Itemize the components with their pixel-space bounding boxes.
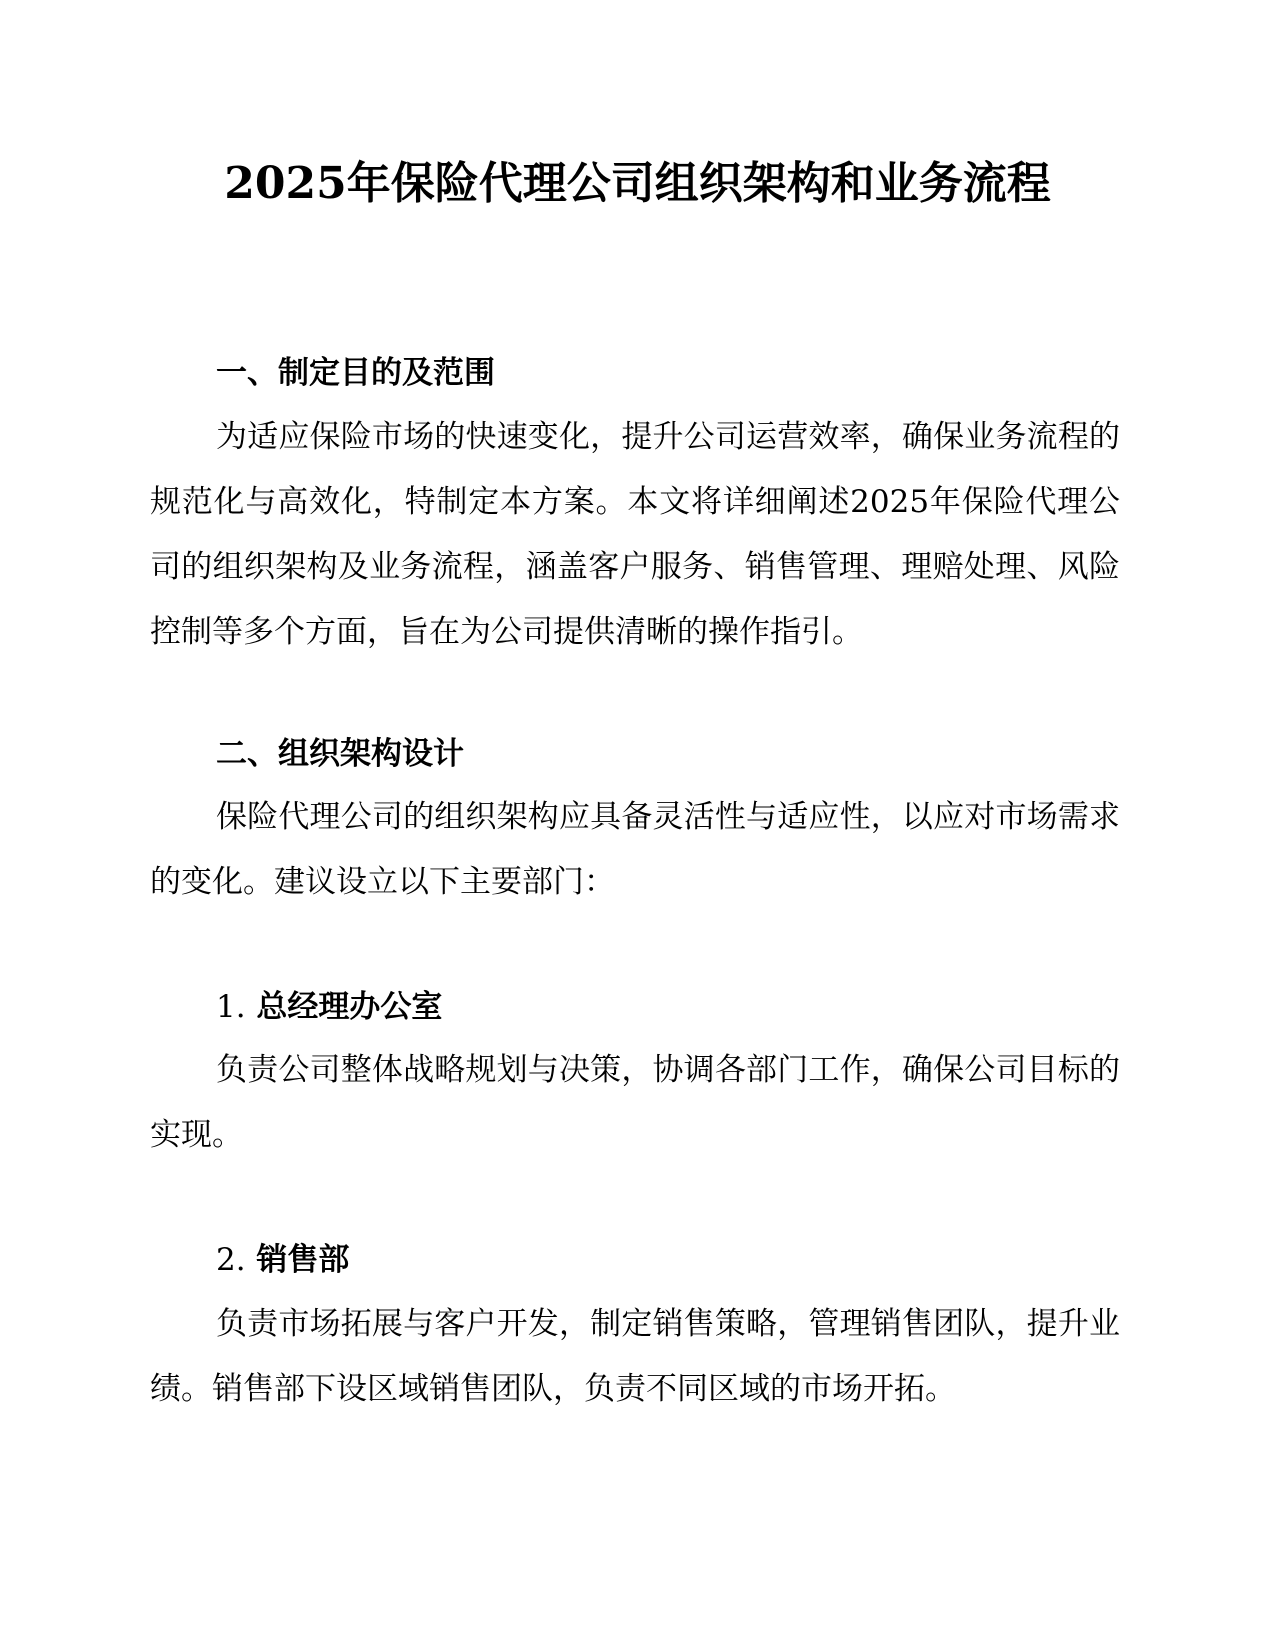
department-name: 总经理办公室 (256, 989, 443, 1025)
department-name: 销售部 (256, 1242, 350, 1278)
section-heading-org-design: 二、组织架构设计 (216, 736, 464, 772)
document-title: 2025年保险代理公司组织架构和业务流程 (224, 158, 1051, 209)
section-paragraph-org-design: 保险代理公司的组织架构应具备灵活性与适应性，以应对市场需求的变化。建议设立以下主要部门： (150, 799, 1120, 900)
department-number: 1. (216, 989, 246, 1025)
department-heading-gm-office (216, 987, 442, 1027)
section-paragraph-purpose: 为适应保险市场的快速变化，提升公司运营效率，确保业务流程的规范化与高效化，特制定本方案。本文将详细阐述2025年保险代理公司的组织架构及业务流程，涵盖客户服务、销售管理、理赔处理、风险控制等多个方面，旨在为公司提供清晰的操作指引。 (150, 419, 1120, 650)
department-heading-sales (216, 1240, 349, 1280)
department-number: 2. (216, 1242, 246, 1278)
section-heading-purpose: 一、制定目的及范围 (216, 355, 495, 391)
department-paragraph-gm-office: 负责公司整体战略规划与决策，协调各部门工作，确保公司目标的实现。 (150, 1052, 1120, 1153)
department-paragraph-sales: 负责市场拓展与客户开发，制定销售策略，管理销售团队，提升业绩。销售部下设区域销售团队，负责不同区域的市场开拓。 (150, 1306, 1120, 1407)
